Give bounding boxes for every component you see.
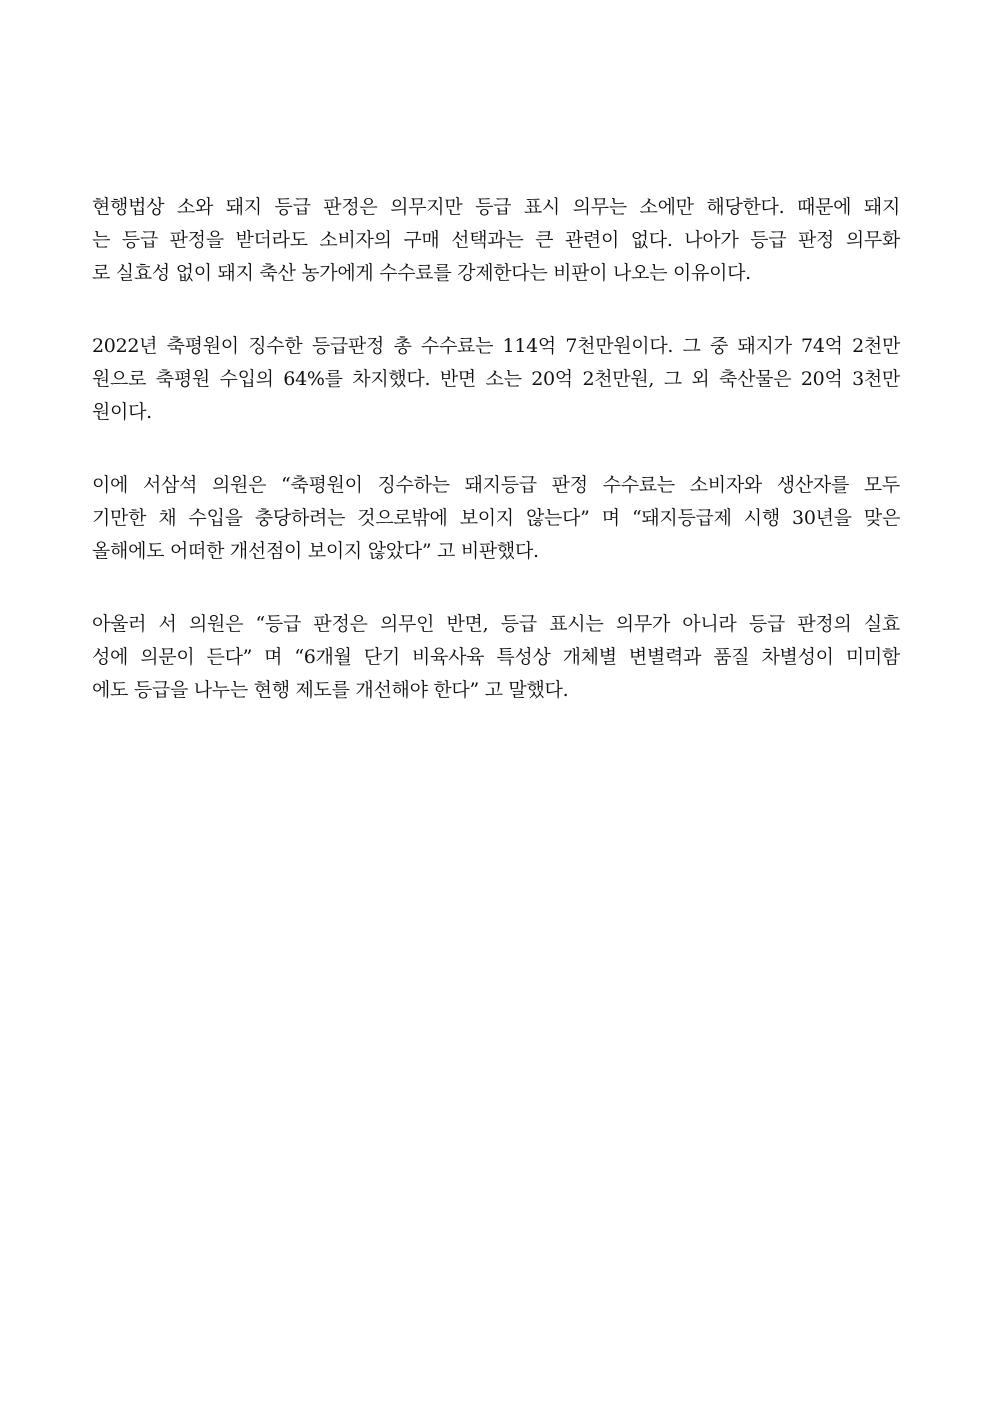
paragraph-criticism-quote [92, 469, 900, 568]
paragraph-reform-quote [92, 608, 900, 707]
text-line: 원으로 축평원 수입의 64%를 차지했다. 반면 소는 20억 2천만원, 그 외 축산물은 20억 3천만 [92, 368, 900, 390]
text-line: 기만한 채 수입을 충당하려는 것으로밖에 보이지 않는다” 며 “돼지등급제 시행 30년을 맞은 [92, 507, 900, 529]
text-line: 올해에도 어떠한 개선점이 보이지 않았다” 고 비판했다. [92, 540, 539, 562]
text-line: 이에 서삼석 의원은 “축평원이 징수하는 돼지등급 판정 수수료는 소비자와 생산자를 모두 [92, 474, 900, 496]
text-line: 에도 등급을 나누는 현행 제도를 개선해야 한다” 고 말했다. [92, 679, 569, 701]
text-line: 원이다. [92, 401, 152, 423]
text-line: 현행법상 소와 돼지 등급 판정은 의무지만 등급 표시 의무는 소에만 해당한다. 때문에 돼지 [92, 196, 900, 218]
article-body [92, 191, 900, 747]
paragraph-fee-statistics [92, 330, 900, 429]
text-line: 아울러 서 의원은 “등급 판정은 의무인 반면, 등급 표시는 의무가 아니라 등급 판정의 실효 [92, 613, 900, 635]
text-line: 는 등급 판정을 받더라도 소비자의 구매 선택과는 큰 관련이 없다. 나아가 등급 판정 의무화 [92, 229, 900, 251]
text-line: 로 실효성 없이 돼지 축산 농가에게 수수료를 강제한다는 비판이 나오는 이유이다. [92, 262, 751, 284]
paragraph-grading-obligation [92, 191, 900, 290]
text-line: 2022년 축평원이 징수한 등급판정 총 수수료는 114억 7천만원이다. 그 중 돼지가 74억 2천만 [92, 335, 900, 357]
text-line: 성에 의문이 든다” 며 “6개월 단기 비육사육 특성상 개체별 변별력과 품질 차별성이 미미함 [92, 646, 900, 668]
